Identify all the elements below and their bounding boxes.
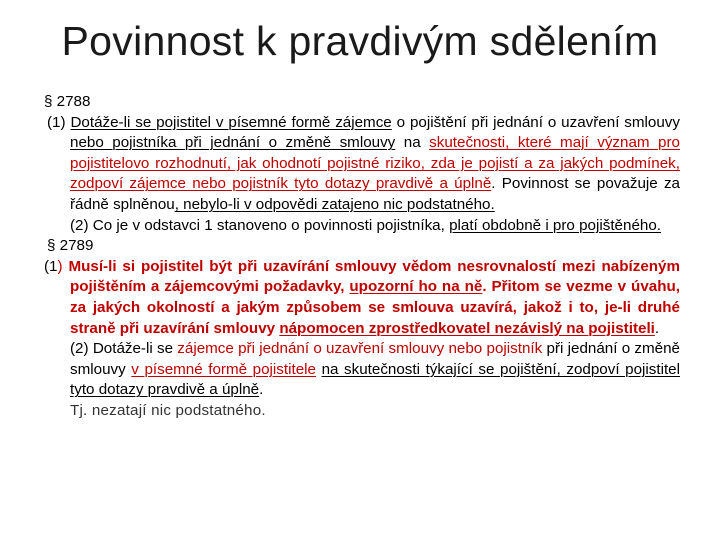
underlined-phrase: nebo pojistníka při jednání o změně smlouvy bbox=[70, 134, 396, 152]
paragraph-number-tail: ) bbox=[57, 257, 69, 275]
text-run: . bbox=[259, 381, 264, 399]
section-2788-paragraph-1 bbox=[44, 113, 680, 216]
section-2788-paragraph-2 bbox=[44, 216, 680, 237]
text-run: při jednání o změně smlouvy bbox=[70, 340, 680, 378]
section-2788-heading: § 2788 bbox=[44, 93, 91, 110]
emphasized-underlined-phrase: v písemné formě pojistitele bbox=[131, 360, 316, 378]
section-2789-heading: § 2789 bbox=[47, 237, 94, 255]
underlined-phrase: platí obdobně i pro pojištěného. bbox=[449, 216, 662, 234]
text-run: o pojištění při jednání o uzavření smlouvy bbox=[391, 113, 680, 131]
text-run: . Povinnost se považuje za řádně splněnou bbox=[70, 175, 680, 213]
section-2789-paragraph-1 bbox=[44, 257, 680, 339]
emphasized-phrase: Musí-li si pojistitel být při uzavírání smlouvy vědom nesrovnalostí mezi nabízeným pojištěním a zájemcovými požadavky, bbox=[68, 257, 680, 296]
underlined-phrase: , nebylo-li v odpovědi zatajeno nic podstatného. bbox=[174, 195, 495, 213]
text-run: (2) Co je v odstavci 1 stanoveno o povinnosti pojistníka, bbox=[70, 216, 450, 234]
slide-title: Povinnost k pravdivým sdělením bbox=[61, 18, 659, 64]
emphasized-phrase: skutečnosti, které mají význam pro pojistitelovo rozhodnutí, jak ohodnotí pojistné riziko, zda je pojistí a za jakých podmínek, zodpoví zájemce nebo pojistník tyto dotazy pravdivě a úplně bbox=[70, 134, 680, 193]
underlined-phrase: na skutečnosti týkající se pojištění, zodpoví pojistitel tyto dotazy pravdivě a úplně bbox=[70, 360, 680, 399]
paragraph-number: (1) bbox=[47, 113, 71, 131]
emphasized-phrase: . Přitom se vezme v úvahu, za jakých okolností a jakým způsobem se smlouva uzavírá, jakož i to, je-li druhé straně při uzavírání smlouvy bbox=[70, 278, 680, 337]
text-run: (2) Dotáže-li se bbox=[70, 340, 178, 358]
text-run: . bbox=[654, 319, 660, 337]
paragraph-number: (1 bbox=[44, 257, 58, 275]
emphasized-underlined-phrase: upozorní ho na ně bbox=[349, 278, 483, 296]
section-2789-paragraph-2 bbox=[44, 339, 680, 401]
text-run: na bbox=[395, 134, 430, 152]
emphasized-phrase: zájemce při jednání o uzavření smlouvy nebo pojistník bbox=[177, 340, 543, 358]
underlined-phrase: Dotáže-li se pojistitel v písemné formě zájemce bbox=[70, 113, 392, 131]
emphasized-underlined-phrase: nápomocen zprostředkovatel nezávislý na pojistiteli bbox=[279, 319, 655, 337]
statute-text bbox=[44, 92, 680, 422]
summary-note: Tj. nezatají nic podstatného. bbox=[70, 401, 266, 419]
